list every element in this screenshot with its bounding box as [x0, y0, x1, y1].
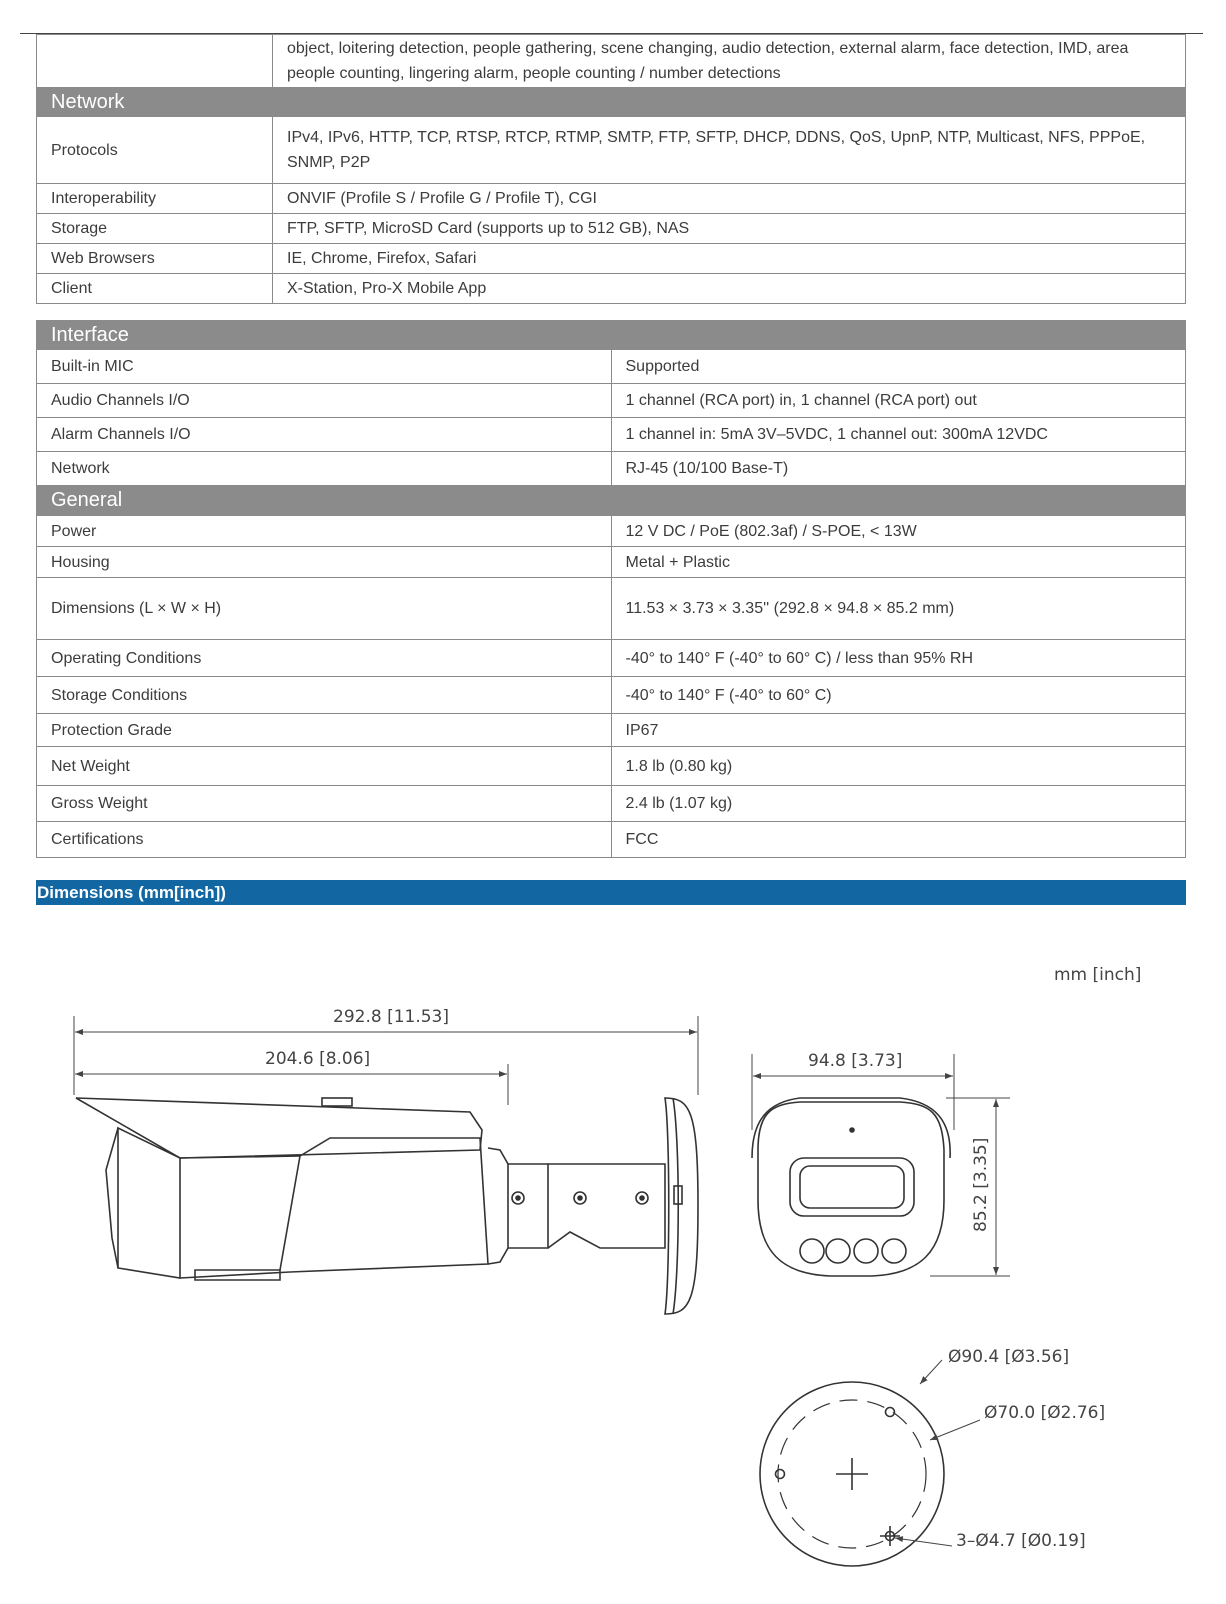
camera-side-view [76, 1098, 698, 1314]
spec-label: Audio Channels I/O [37, 384, 612, 418]
spec-value: 2.4 lb (1.07 kg) [611, 786, 1186, 822]
partial-length-label: 204.6 [8.06] [265, 1049, 371, 1069]
height-label: 85.2 [3.35] [971, 1137, 991, 1232]
spec-value: 1 channel in: 5mA 3V–5VDC, 1 channel out: 300mA 12VDC [611, 418, 1186, 452]
spec-value: IP67 [611, 714, 1186, 747]
spec-label: Gross Weight [37, 786, 612, 822]
spec-label: Power [37, 516, 612, 547]
spec-value: 12 V DC / PoE (802.3af) / S-POE, < 13W [611, 516, 1186, 547]
mount-base-view [760, 1382, 944, 1566]
spec-label: Built-in MIC [37, 350, 612, 384]
base-holes-label: 3–Ø4.7 [Ø0.19] [956, 1531, 1086, 1551]
base-hole-circle-label: Ø70.0 [Ø2.76] [984, 1403, 1106, 1423]
spec-value: IE, Chrome, Firefox, Safari [273, 244, 1186, 274]
section-title: Network [37, 88, 1186, 117]
spec-value: IPv4, IPv6, HTTP, TCP, RTSP, RTCP, RTMP, SMTP, FTP, SFTP, DHCP, DDNS, QoS, UpnP, NTP, Multicast, NFS, PPPoE, SNMP, P2P [273, 117, 1186, 184]
spec-label: Interoperability [37, 184, 273, 214]
spec-value: RJ-45 (10/100 Base-T) [611, 452, 1186, 486]
spec-label: Certifications [37, 822, 612, 858]
base-outer-diameter-label: Ø90.4 [Ø3.56] [948, 1347, 1070, 1367]
unit-label: mm [inch] [1054, 965, 1142, 985]
spec-value: FCC [611, 822, 1186, 858]
overall-length-label: 292.8 [11.53] [333, 1007, 450, 1027]
spec-label: Protocols [37, 117, 273, 184]
spec-value: FTP, SFTP, MicroSD Card (supports up to 512 GB), NAS [273, 214, 1186, 244]
spec-label: Web Browsers [37, 244, 273, 274]
section-title: Interface [37, 321, 1186, 350]
spec-label: Net Weight [37, 747, 612, 786]
spec-label: Operating Conditions [37, 640, 612, 677]
spec-label: Housing [37, 547, 612, 578]
camera-front-view [752, 1098, 950, 1276]
spec-value: object, loitering detection, people gathering, scene changing, audio detection, external alarm, face detection, IMD, area people counting, lingering alarm, people counting / number detections [273, 35, 1186, 88]
spec-value: ONVIF (Profile S / Profile G / Profile T), CGI [273, 184, 1186, 214]
width-label: 94.8 [3.73] [808, 1051, 903, 1071]
spec-label: Network [37, 452, 612, 486]
spec-value: Supported [611, 350, 1186, 384]
spec-label: Protection Grade [37, 714, 612, 747]
spec-label: Storage [37, 214, 273, 244]
side-view-dimensions [74, 1016, 698, 1105]
mount-base-leaders [895, 1360, 980, 1546]
spec-label: Dimensions (L × W × H) [37, 578, 612, 640]
spec-label: Alarm Channels I/O [37, 418, 612, 452]
spec-value: 1.8 lb (0.80 kg) [611, 747, 1186, 786]
section-title: General [37, 486, 1186, 516]
spec-value: -40° to 140° F (-40° to 60° C) / less than 95% RH [611, 640, 1186, 677]
spec-value: -40° to 140° F (-40° to 60° C) [611, 677, 1186, 714]
spec-value: Metal + Plastic [611, 547, 1186, 578]
spec-value: 1 channel (RCA port) in, 1 channel (RCA port) out [611, 384, 1186, 418]
spec-value: 11.53 × 3.73 × 3.35'' (292.8 × 94.8 × 85.2 mm) [611, 578, 1186, 640]
spec-label: Storage Conditions [37, 677, 612, 714]
dimensions-title: Dimensions (mm[inch]) [37, 883, 226, 902]
spec-value: X-Station, Pro-X Mobile App [273, 274, 1186, 304]
spec-label: Client [37, 274, 273, 304]
